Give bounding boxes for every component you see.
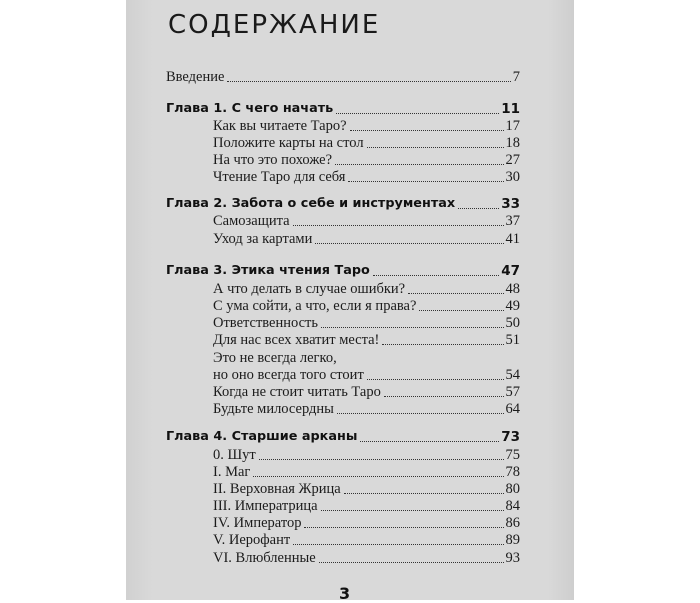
toc-entry bbox=[213, 280, 520, 298]
toc-entry-page: 73 bbox=[501, 429, 520, 445]
toc-entry-title: VI. Влюбленные bbox=[213, 550, 316, 566]
toc-entry-title: Будьте милосердны bbox=[213, 401, 334, 417]
toc-entry bbox=[213, 366, 520, 384]
toc-entry-title: Чтение Таро для себя bbox=[213, 169, 346, 185]
dot-leader bbox=[319, 561, 504, 563]
toc-entry bbox=[213, 463, 520, 481]
dot-leader bbox=[350, 129, 504, 131]
toc-entry-title: Положите карты на стол bbox=[213, 135, 364, 151]
toc-entry-title: А что делать в случае ошибки? bbox=[213, 281, 406, 297]
toc-entry-title: 0. Шут bbox=[213, 447, 256, 463]
toc-entry-page: 86 bbox=[505, 515, 520, 531]
toc-entry-page: 11 bbox=[501, 101, 520, 117]
toc-entry bbox=[213, 514, 520, 532]
toc-entry-title: III. Императрица bbox=[213, 498, 318, 514]
toc-entry bbox=[213, 531, 520, 549]
dot-leader bbox=[335, 163, 503, 165]
toc-entry-page: 93 bbox=[505, 550, 520, 566]
toc-entry-page: 33 bbox=[501, 196, 520, 212]
toc-entry bbox=[213, 549, 520, 567]
toc-entry-title: Когда не стоит читать Таро bbox=[213, 384, 381, 400]
toc-entry-title: Глава 3. Этика чтения Таро bbox=[166, 263, 370, 278]
dot-leader bbox=[419, 309, 503, 311]
toc-entry-title: На что это похоже? bbox=[213, 152, 333, 168]
dot-leader bbox=[367, 146, 504, 148]
toc-entry-title: С ума сойти, а что, если я права? bbox=[213, 298, 417, 314]
dot-leader bbox=[321, 509, 504, 511]
toc-chapter-entry bbox=[166, 195, 520, 213]
toc-entry-title: Ответственность bbox=[213, 315, 319, 331]
toc-entry-page: 48 bbox=[505, 281, 520, 297]
toc-entry-title: Это не всегда легко, bbox=[213, 350, 337, 366]
toc-entry-title: IV. Император bbox=[213, 515, 302, 531]
toc-entry-title: Глава 4. Старшие арканы bbox=[166, 429, 358, 444]
page-title: СОДЕРЖАНИЕ bbox=[168, 10, 381, 40]
toc-entry-page: 50 bbox=[505, 315, 520, 331]
dot-leader bbox=[227, 80, 510, 82]
toc-entry bbox=[213, 383, 520, 401]
dot-leader bbox=[340, 362, 518, 363]
toc-entry bbox=[213, 400, 520, 418]
dot-leader bbox=[315, 242, 503, 244]
toc-entry-page: 37 bbox=[505, 213, 520, 229]
toc-entry-page: 64 bbox=[505, 401, 520, 417]
dot-leader bbox=[382, 343, 503, 345]
dot-leader bbox=[458, 207, 499, 209]
dot-leader bbox=[348, 180, 503, 182]
toc-entry-title: I. Маг bbox=[213, 464, 251, 480]
toc-entry-title: Глава 1. С чего начать bbox=[166, 101, 334, 116]
toc-entry-title: но оно всегда того стоит bbox=[213, 367, 364, 383]
toc-entry-title: Для нас всех хватит места! bbox=[213, 332, 380, 348]
toc-entry bbox=[213, 212, 520, 230]
dot-leader bbox=[408, 292, 503, 294]
toc-entry-title: II. Верховная Жрица bbox=[213, 481, 341, 497]
toc-entry-title: Как вы читаете Таро? bbox=[213, 118, 347, 134]
toc-entry-page: 27 bbox=[505, 152, 520, 168]
toc-entry-page: 89 bbox=[505, 532, 520, 548]
dot-leader bbox=[337, 412, 504, 414]
toc-entry bbox=[213, 117, 520, 135]
dot-leader bbox=[367, 378, 504, 380]
dot-leader bbox=[321, 326, 503, 328]
toc-entry-page: 7 bbox=[512, 69, 520, 85]
dot-leader bbox=[373, 274, 499, 276]
toc-entry-page: 17 bbox=[505, 118, 520, 134]
dot-leader bbox=[293, 543, 503, 545]
dot-leader bbox=[293, 224, 504, 226]
toc-entry bbox=[213, 480, 520, 498]
dot-leader bbox=[384, 395, 504, 397]
page-number: 3 bbox=[339, 584, 351, 603]
toc-chapter-entry bbox=[166, 428, 520, 446]
toc-entry-page: 84 bbox=[505, 498, 520, 514]
toc-entry-page: 75 bbox=[505, 447, 520, 463]
dot-leader bbox=[259, 458, 504, 460]
toc-entry bbox=[213, 134, 520, 152]
toc-entry-title: Глава 2. Забота о себе и инструментах bbox=[166, 196, 456, 211]
toc-chapter-entry bbox=[166, 100, 520, 118]
toc-chapter-entry bbox=[166, 262, 520, 280]
toc-entry bbox=[213, 151, 520, 169]
toc-entry-page: 78 bbox=[505, 464, 520, 480]
toc-entry-page: 41 bbox=[505, 231, 520, 247]
toc-entry bbox=[213, 331, 520, 349]
toc-entry-title: V. Иерофант bbox=[213, 532, 291, 548]
toc-entry-page: 80 bbox=[505, 481, 520, 497]
toc-entry-page: 51 bbox=[505, 332, 520, 348]
toc-entry bbox=[213, 446, 520, 464]
toc-entry-page: 49 bbox=[505, 298, 520, 314]
toc-entry bbox=[213, 314, 520, 332]
toc-entry bbox=[213, 349, 520, 367]
toc-entry bbox=[213, 297, 520, 315]
toc-entry-title: Введение bbox=[166, 69, 225, 85]
toc-entry-page: 30 bbox=[505, 169, 520, 185]
toc-entry bbox=[166, 68, 520, 86]
toc-entry bbox=[213, 168, 520, 186]
toc-entry bbox=[213, 497, 520, 515]
toc-entry-page: 57 bbox=[505, 384, 520, 400]
dot-leader bbox=[336, 112, 499, 114]
toc-entry-page: 18 bbox=[505, 135, 520, 151]
toc-entry bbox=[213, 230, 520, 248]
toc-entry-title: Самозащита bbox=[213, 213, 290, 229]
toc-entry-page: 54 bbox=[505, 367, 520, 383]
dot-leader bbox=[360, 440, 499, 442]
toc-entry-title: Уход за картами bbox=[213, 231, 313, 247]
dot-leader bbox=[344, 492, 504, 494]
dot-leader bbox=[304, 526, 503, 528]
toc-entry-page: 47 bbox=[501, 263, 520, 279]
dot-leader bbox=[253, 475, 503, 477]
